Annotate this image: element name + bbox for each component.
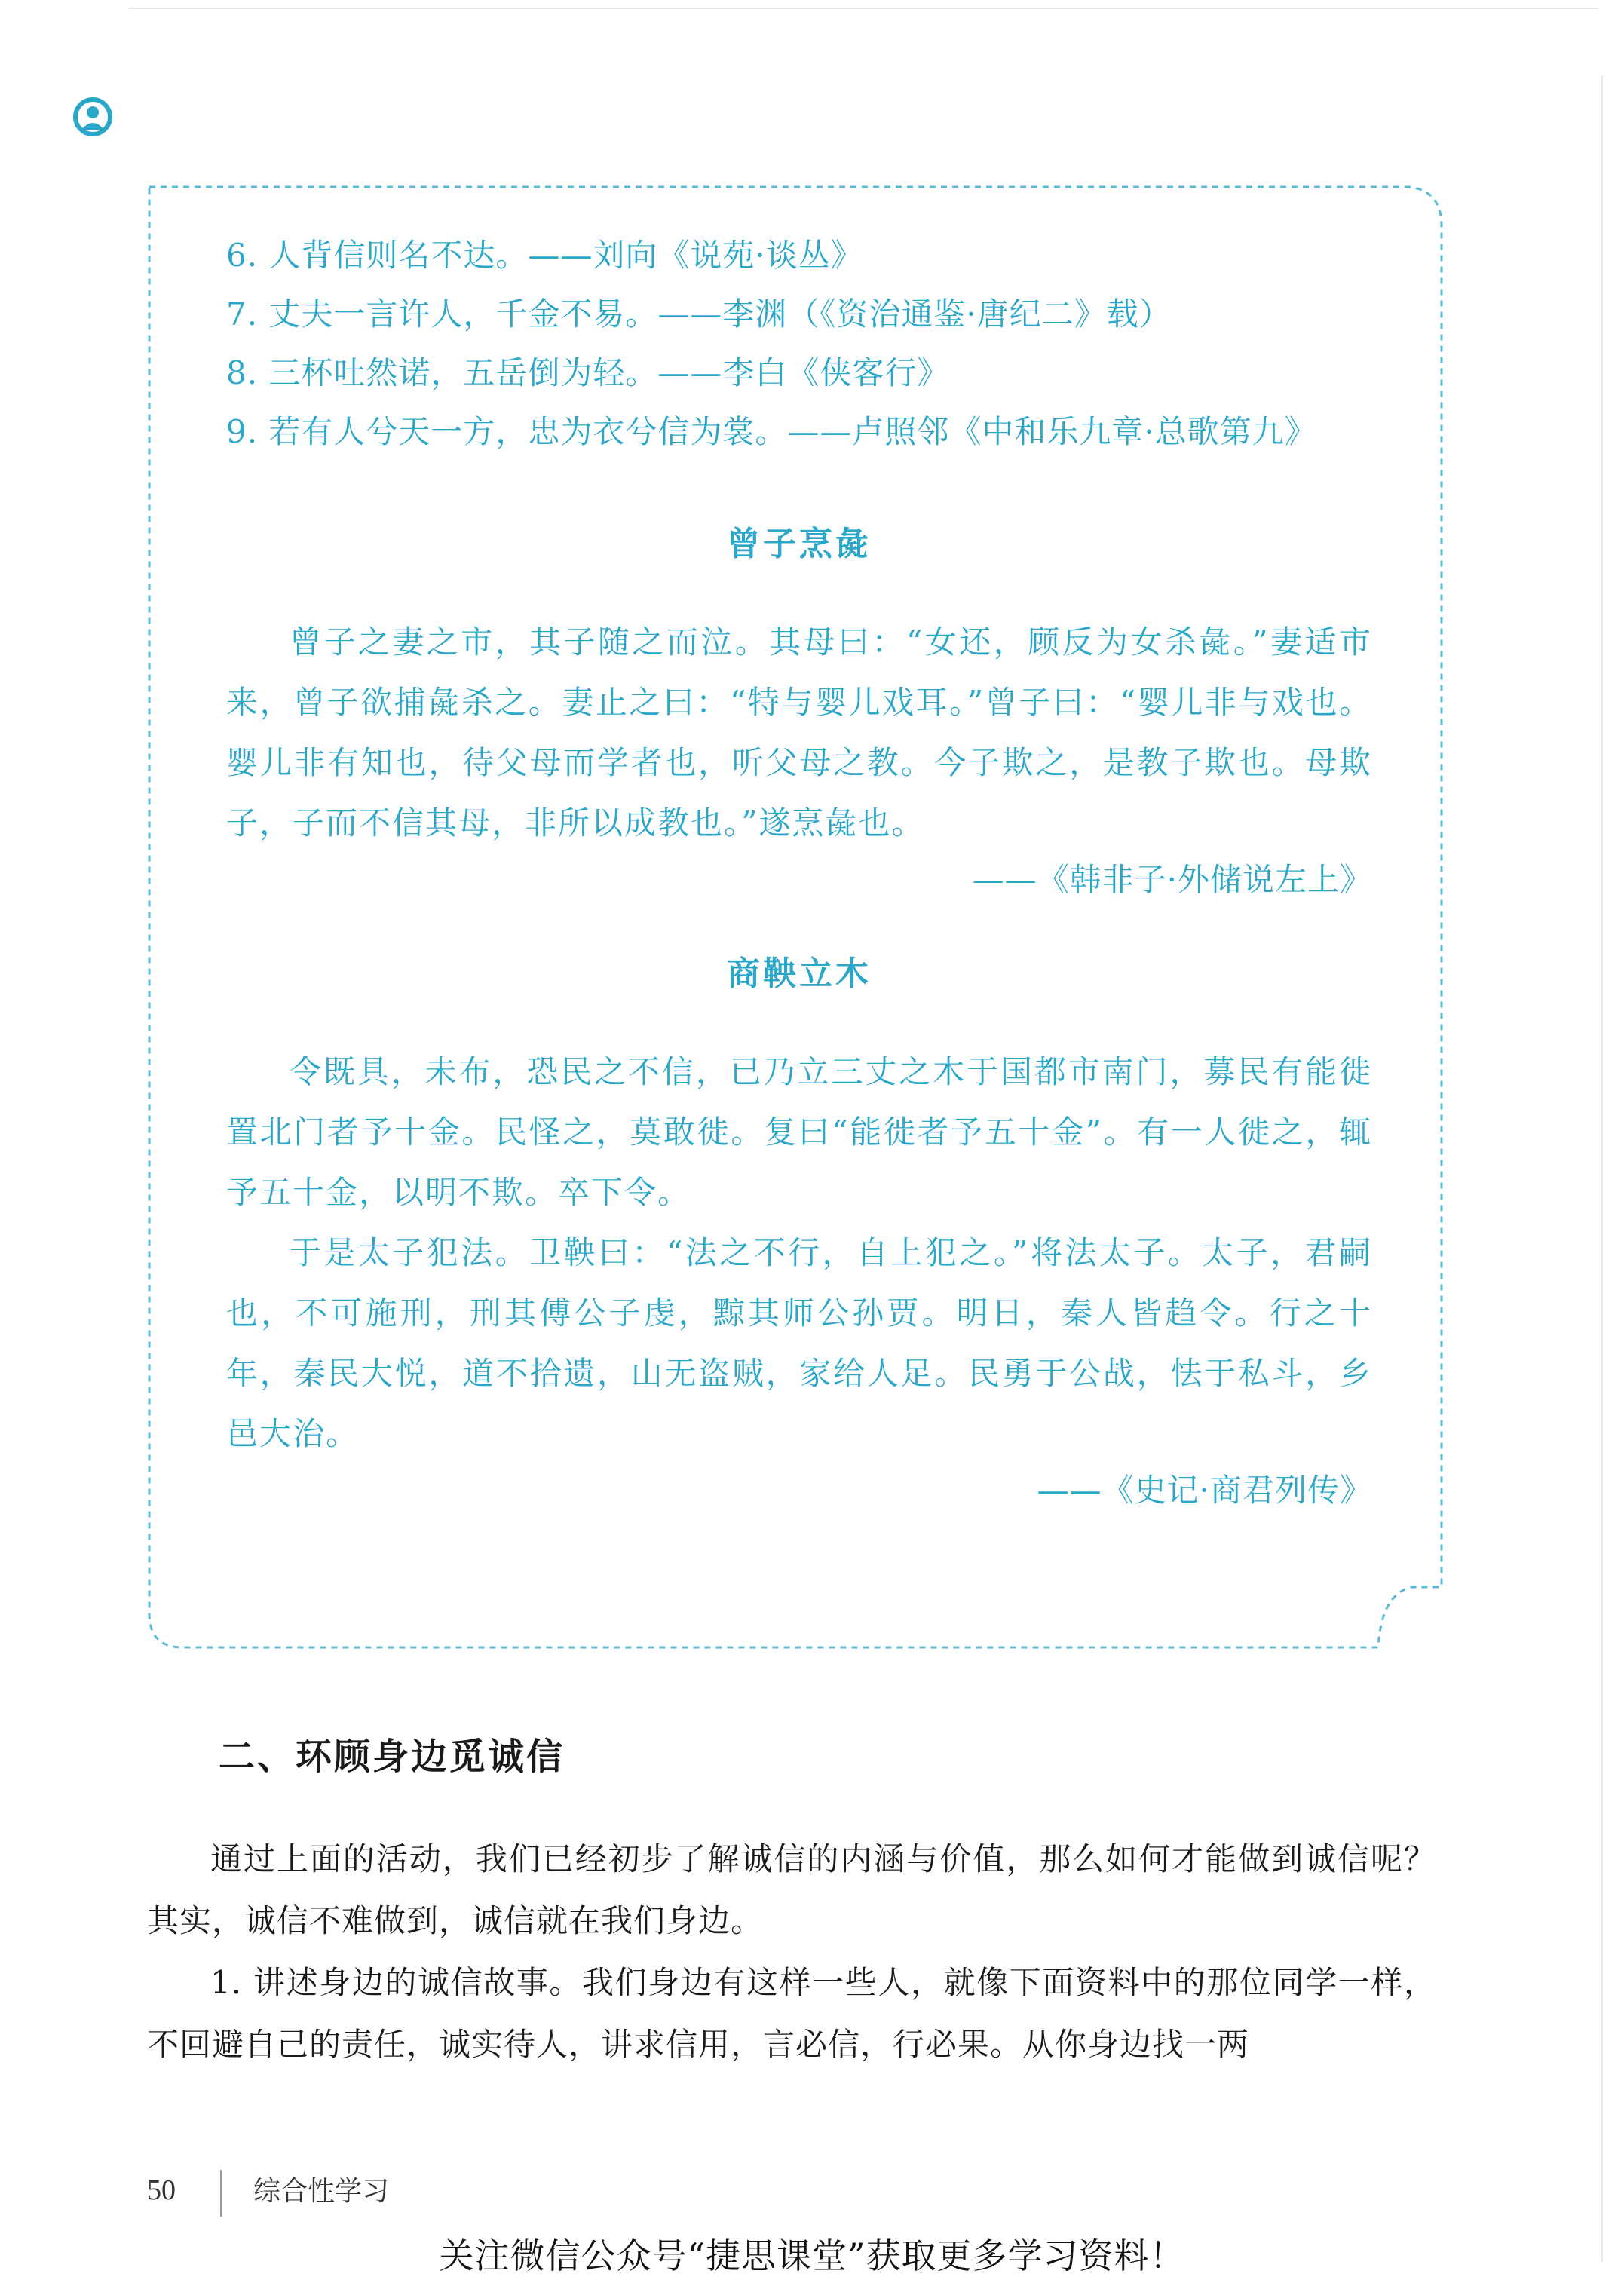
person-circle-icon (72, 97, 113, 137)
story-paragraph: 令既具，未布，恐民之不信，已乃立三丈之木于国都市南门，募民有能徙置北门者予十金。民怪之，莫敢徙。复曰“能徙者予五十金”。有一人徙之，辄予五十金，以明不欺。卒下令。 (226, 1053, 1372, 1211)
footer-section-name: 综合性学习 (253, 2176, 390, 2207)
footer-divider (220, 2170, 222, 2217)
story-paragraph: 曾子之妻之市，其子随之而泣。其母曰：“女还，顾反为女杀彘。”妻适市来，曾子欲捕彘杀之。妻止之曰：“特与婴儿戏耳。”曾子曰：“婴儿非与戏也。婴儿非有知也，待父母而学者也，听父母之教。今子欺之，是教子欺也。母欺子，子而不信其母，非所以成教也。”遂烹彘也。 (226, 624, 1372, 841)
story-source: ——《史记·商君列传》 (1037, 1472, 1372, 1509)
section-body (147, 1828, 1436, 2076)
quote-item: 8. 三杯吐然诺，五岳倒为轻。——李白《侠客行》 (226, 354, 950, 391)
quote-item: 9. 若有人兮天一方，忠为衣兮信为裳。——卢照邻《中和乐九章·总歌第九》 (226, 413, 1317, 450)
top-rule (128, 8, 1598, 9)
story-paragraph: 于是太子犯法。卫鞅曰：“法之不行，自上犯之。”将法太子。太子，君嗣也，不可施刑，刑其傅公子虔，黥其师公孙贾。明日，秦人皆趋令。行之十年，秦民大悦，道不拾遗，山无盗贼，家给人足。民勇于公战，怯于私斗，乡邑大治。 (226, 1234, 1372, 1452)
story-title: 曾子烹彘 (727, 525, 872, 563)
body-paragraph: 1. 讲述身边的诚信故事。我们身边有这样一些人，就像下面资料中的那位同学一样，不回避自己的责任，诚实待人，讲求信用，言必信，行必果。从你身边找一两 (147, 1964, 1436, 2063)
watermark-text: 关注微信公众号“捷思课堂”获取更多学习资料！ (439, 2235, 1185, 2276)
quote-item: 6. 人背信则名不达。——刘向《说苑·谈丛》 (226, 237, 863, 274)
quote-item: 7. 丈夫一言许人，千金不易。——李渊（《资治通鉴·唐纪二》载） (226, 296, 1172, 332)
page-edge (1601, 75, 1603, 2262)
story-title: 商鞅立木 (727, 955, 872, 993)
section-heading: 二、环顾身边觅诚信 (219, 1736, 565, 1778)
reading-box (226, 226, 1372, 1517)
quote-list (226, 226, 1372, 461)
story-source: ——《韩非子·外储说左上》 (972, 861, 1372, 898)
page-number: 50 (147, 2174, 176, 2206)
body-paragraph: 通过上面的活动，我们已经初步了解诚信的内涵与价值，那么如何才能做到诚信呢？其实，诚信不难做到，诚信就在我们身边。 (147, 1840, 1436, 1939)
